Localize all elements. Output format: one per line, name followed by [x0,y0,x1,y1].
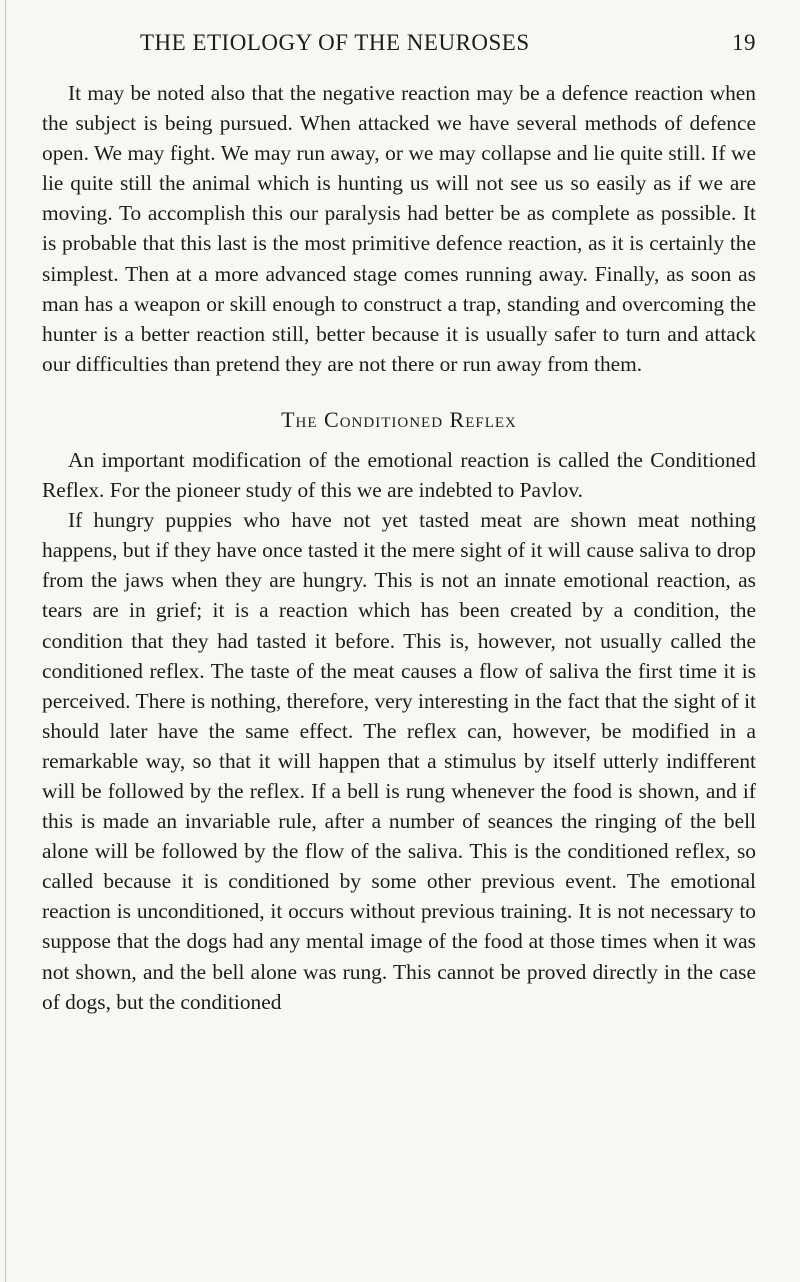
page-edge-line [5,0,6,1282]
running-head [42,30,756,64]
body-text [42,78,756,1017]
running-head-title: THE ETIOLOGY OF THE NEUROSES [140,30,530,55]
paragraph-conditioned-reflex-intro: An important modification of the emotional reaction is called the Conditioned Reflex. For the pioneer study of this we are indebted to Pavlov. [42,447,756,503]
paragraph-hungry-puppies: If hungry puppies who have not yet tasted meat are shown meat nothing happens, but if they have once tasted it the mere sight of it will cause saliva to drop from the jaws when they are hungry. This is not an innate emotional reaction, as tears are in grief; it is a reaction which has been created by a condition, the condition that they had tasted it before. This is, however, not usually called the conditioned reflex. The taste of the meat causes a flow of saliva the first time it is perceived. There is nothing, therefore, very interesting in the fact that the sight of it should later have the same effect. The reflex can, however, be modified in a remarkable way, so that it will happen that a stimulus by itself utterly indifferent will be followed by the reflex. If a bell is rung whenever the food is shown, and if this is made an invariable rule, after a number of seances the ringing of the bell alone will be followed by the flow of the saliva. This is the conditioned reflex, so called because it is conditioned by some other previous event. The emotional reaction is unconditioned, it occurs without previous training. It is not necessary to suppose that the dogs had any mental image of the food at those times when it was not shown, and the bell alone was rung. This cannot be proved directly in the case of dogs, but the conditioned [42,508,756,1014]
paragraph-defence-reaction: It may be noted also that the negative reaction may be a defence reaction when the subject is being pursued. When attacked we have several methods of defence open. We may fight. We may run away, or we may collapse and lie quite still. If we lie quite still the animal which is hunting us will not see us so easily as if we are moving. To accomplish this our paralysis had better be as complete as possible. It is probable that this last is the most primitive defence reaction, as it is certainly the simplest. Then at a more advanced stage comes running away. Finally, as soon as man has a weapon or skill enough to construct a trap, standing and overcoming the hunter is a better reaction still, better because it is usually safer to turn and attack our difficulties than pretend they are not there or run away from them. [42,81,756,376]
book-page [42,30,756,1017]
page-number: 19 [732,30,756,55]
section-heading: The Conditioned Reflex [281,406,517,432]
